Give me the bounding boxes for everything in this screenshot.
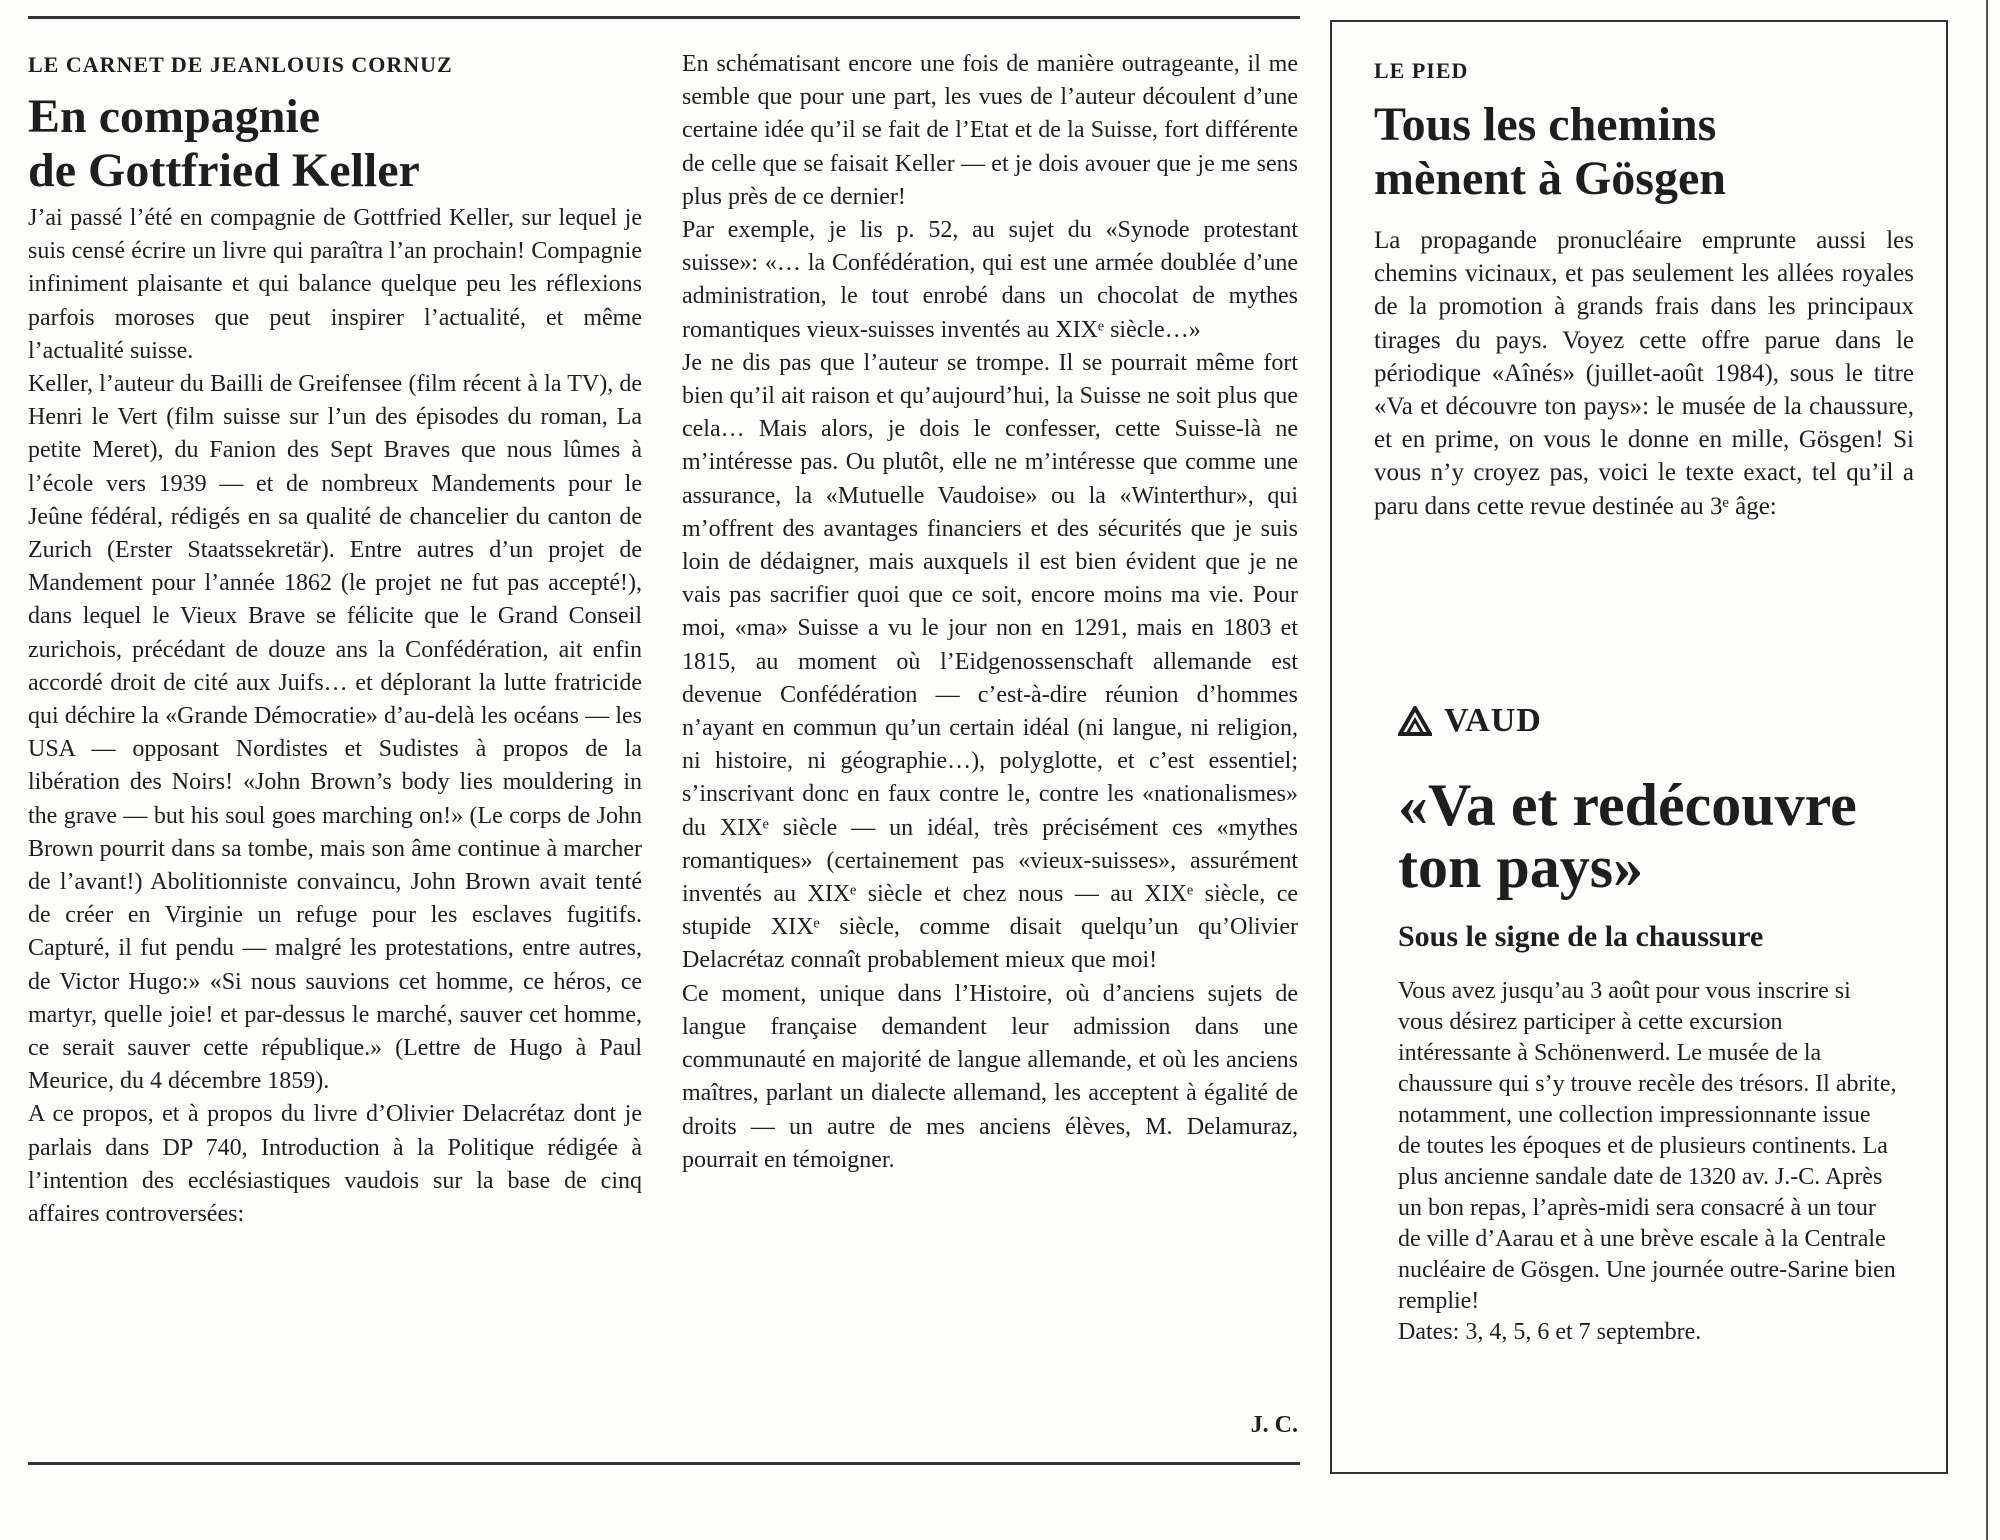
left-headline-line1: En compagnie [28,90,321,143]
right-article-kicker: LE PIED [1374,58,1469,83]
paragraph: En schématisant encore une fois de manière outrageante, il me semble que pour une part, les vues de l’auteur découlent d’une certaine idée qu’il se fait de l’Etat et de la Suisse, fort différente de celle que se faisait Keller — et je dois avouer que je me sens plus près de ce dernier! [682,51,1298,210]
right-article-body: La propagande pronucléaire emprunte aussi les chemins vicinaux, et pas seulement les allées royales de la promotion à grands frais dans les principaux tirages du pays. Voyez cette offre parue dans le périodique «Aînés» (juillet-août 1984), sous le titre «Va et découvre ton pays»: le musée de la chaussure, et en prime, on vous le donne en mille, Gösgen! Si vous n’y croyez pas, voici le texte exact, tel qu’il a paru dans cette revue destinée au 3ᵉ âge: [1374,227,1914,520]
right-article-headline [1374,98,1914,206]
right-article-box [1330,20,1948,1474]
paragraph: J’ai passé l’été en compagnie de Gottfried Keller, sur lequel je suis censé écrire un livre qui paraîtra l’an prochain! Compagnie infiniment plaisante et qui balance quelque peu les réflexions parfois moroses que peut inspirer l’actualité, et même l’actualité suisse. [28,205,642,364]
mountain-icon [1398,706,1432,736]
paragraph: Ce moment, unique dans l’Histoire, où d’anciens sujets de langue française demandent leur admission dans une communauté en majorité de langue allemande, et où les anciens maîtres, parlant un dialecte allemand, les acceptent à égalité de droits — un autre de mes anciens élèves, M. Delamuraz, pourrait en témoigner. [682,980,1298,1173]
left-article-body-col1 [28,202,642,1231]
ad-title-line2: ton pays» [1398,834,1644,900]
ad-title-line1: «Va et redécouvre [1398,772,1857,838]
top-rule [28,16,1300,19]
ad-text: Vous avez jusqu’au 3 août pour vous inscrire si vous désirez participer à cette excursion intéressante à Schönenwerd. Le musée de la chaussure qui s’y trouve recèle des trésors. Il abrite, notamment, une collection impressionnante issue de toutes les époques et de plusieurs continents. La plus ancienne sandale date de 1320 av. J.-C. Après un bon repas, l’après-midi sera consacré à un tour de ville d’Aarau et à une brève escale à la Centrale nucléaire de Gösgen. Une journée outre-Sarine bien remplie! [1398,978,1897,1314]
paragraph: A ce propos, et à propos du livre d’Olivier Delacrétaz dont je parlais dans DP 740, Introduction à la Politique rédigée à l’intention des ecclésiastiques vaudois sur la base de cinq affaires controversées: [28,1101,642,1228]
left-article-col1 [28,52,642,1231]
paragraph: Keller, l’auteur du Bailli de Greifensee (film récent à la TV), de Henri le Vert (film suisse sur l’un des épisodes du roman, La petite Meret), du Fanion des Sept Braves que nous lûmes à l’école vers 1939 — et de nombreux Mandements pour le Jeûne fédéral, rédigés en sa qualité de chancelier du canton de Zurich (Erster Staatssekretär). Entre autres d’un projet de Mandement pour l’année 1862 (le projet ne fut pas accepté!), dans lequel le Vieux Brave se félicite que le Grand Conseil zurichois, précédant de douze ans la Confédération, ait enfin accordé droit de cité aux Juifs… et déplorant la lutte fratricide qui déchire la «Grande Démocratie» d’au-delà les océans — les USA — opposant Nordistes et Sudistes à propos de la libération des Noirs! «John Brown’s body lies mouldering in the grave — but his soul goes marching on!» (Le corps de John Brown pourrit dans sa tombe, mais son âme continue à marcher de l’avant!) Abolitionniste convaincu, John Brown avait tenté de créer en Virginie un refuge pour les esclaves fugitifs. Capturé, il fut pendu — malgré les protestations, entre autres, de Victor Hugo:» «Si nous sauvions cet homme, ce héros, ce martyr, quelle joie! et par-dessus le marché, sauver cet homme, ce serait sauver cette république.» (Lettre de Hugo à Paul Meurice, du 4 décembre 1859). [28,371,642,1095]
ad-clipping [1398,702,1898,1348]
ad-dates: Dates: 3, 4, 5, 6 et 7 septembre. [1398,1319,1702,1345]
left-article-col2 [682,48,1298,1177]
paragraph: Je ne dis pas que l’auteur se trompe. Il se pourrait même fort bien qu’il ait raison et qu’aujourd’hui, la Suisse ne soit plus que cela… Mais alors, je dois le confesser, cette Suisse-là ne m’intéresse pas. Ou plutôt, elle ne m’intéresse que comme une assurance, la «Mutuelle Vaudoise» ou la «Winterthur», qui m’offrent des avantages financiers et des sécurités que je suis loin de dédaigner, mais auxquels il est bien évident que je ne vais pas sacrifier quoi que ce soit, encore moins ma vie. Pour moi, «ma» Suisse a vu le jour non en 1291, mais en 1803 et 1815, au moment où l’Eidgenossenschaft allemande est devenue Confédération — c’est-à-dire réunion d’hommes n’ayant en commun qu’un certain idéal (ni langue, ni religion, ni histoire, ni géographie…), polyglotte, et c’est essentiel; s’inscrivant donc en faux contre le, contre les «nationalismes» du XIXᵉ siècle — un idéal, très précisément ces «mythes romantiques» (certainement pas «vieux-suisses», assurément inventés au XIXᵉ siècle et chez nous — au XIXᵉ siècle, ce stupide XIXᵉ siècle, comme disait quelqu’un qu’Olivier Delacrétaz connaît probablement mieux que moi! [682,349,1298,974]
ad-title [1398,774,1898,898]
left-article-headline [28,90,642,198]
left-article-body-col2 [682,48,1298,1177]
ad-region [1398,702,1898,740]
left-article-kicker: LE CARNET DE JEANLOUIS CORNUZ [28,52,453,77]
ad-region-label: VAUD [1444,702,1542,739]
right-headline-line2: mènent à Gösgen [1374,152,1726,205]
paragraph: Par exemple, je lis p. 52, au sujet du «Synode protestant suisse»: «… la Confédération, qui est une armée doublée d’une administration, le tout enrobé dans un chocolat de mythes romantiques vieux-suisses inventés au XIXᵉ siècle…» [682,217,1298,343]
bottom-rule [28,1462,1300,1465]
right-edge-line [1986,0,1988,1540]
ad-subtitle: Sous le signe de la chaussure [1398,920,1764,953]
signature: J. C. [1250,1412,1298,1438]
right-headline-line1: Tous les chemins [1374,98,1717,151]
left-headline-line2: de Gottfried Keller [28,144,420,197]
